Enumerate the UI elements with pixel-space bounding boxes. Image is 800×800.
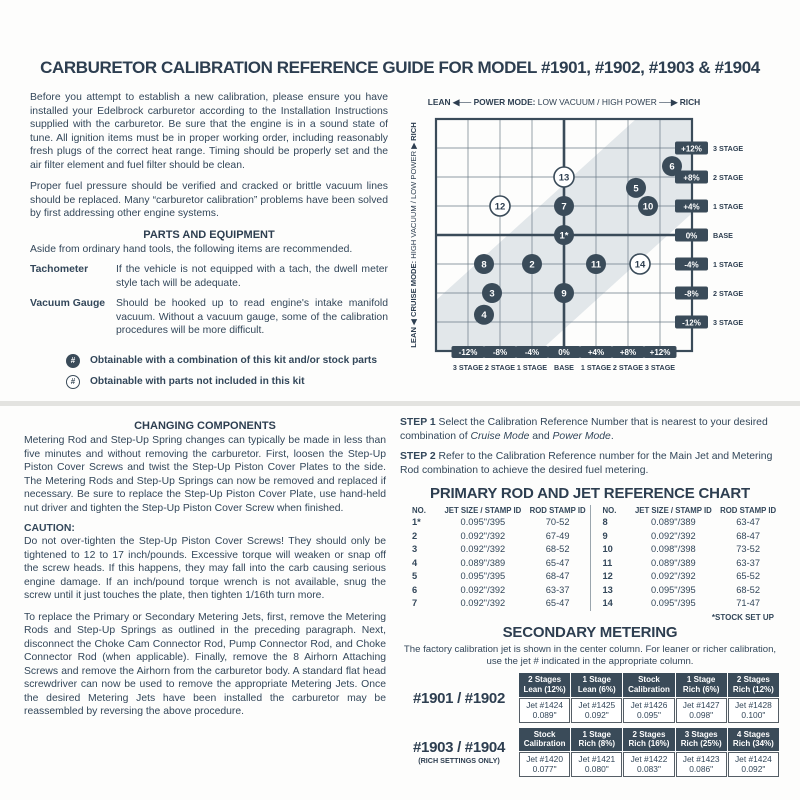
svg-text:2 STAGE: 2 STAGE bbox=[612, 363, 644, 372]
table-row bbox=[400, 597, 780, 610]
jet-value-cell: Jet #1428 0.100" bbox=[728, 698, 779, 723]
svg-text:11: 11 bbox=[590, 259, 602, 271]
jet-size-cell: 0.092"/392 bbox=[460, 598, 506, 609]
svg-text:3 STAGE: 3 STAGE bbox=[452, 363, 484, 372]
rod-stamp-cell: 68-52 bbox=[736, 584, 761, 595]
column-header: NO. bbox=[590, 505, 631, 516]
ref-number-cell: 7 bbox=[412, 598, 418, 609]
svg-text:-8%: -8% bbox=[684, 289, 699, 299]
svg-text:+4%: +4% bbox=[683, 202, 700, 212]
rod-stamp-cell: 65-52 bbox=[736, 571, 761, 582]
svg-text:-8%: -8% bbox=[492, 348, 508, 358]
ref-number-cell: 12 bbox=[590, 570, 631, 583]
jet-size-cell: 0.092"/392 bbox=[460, 544, 506, 555]
svg-text:0%: 0% bbox=[685, 231, 698, 241]
ref-number-cell: 5 bbox=[412, 571, 418, 582]
vacuum-gauge-term: Vacuum Gauge bbox=[30, 298, 106, 310]
stage-header-cell: 4 Stages Rich (34%) bbox=[728, 728, 779, 751]
svg-text:2 STAGE: 2 STAGE bbox=[713, 288, 744, 298]
ref-number-cell: 10 bbox=[590, 543, 631, 556]
parts-equipment-heading: PARTS AND EQUIPMENT bbox=[143, 228, 275, 241]
svg-text:1*: 1* bbox=[559, 230, 569, 242]
tachometer-term: Tachometer bbox=[30, 264, 89, 276]
table-row bbox=[400, 516, 780, 529]
jet-value-cell: Jet #1423 0.086" bbox=[676, 752, 727, 777]
intro-paragraph-1: Before you attempt to establish a new calibration, please ensure you have installed your Edelbrock carburetor according to the Installation Instructions supplied with the carburetor. Be sure that the engine is in a sound state of tune. All ignition items must be in proper working order, including reasonably fresh plugs of the correct heat range. Timing should be properly set and the air filter element and fuel filter should be clean. bbox=[30, 92, 388, 171]
table-row bbox=[400, 530, 780, 543]
parts-intro: Aside from ordinary hand tools, the following items are recommended. bbox=[30, 243, 353, 255]
jet-size-cell: 0.089"/389 bbox=[651, 557, 696, 568]
filled-number-marker-icon: # bbox=[66, 354, 80, 368]
jet-size-cell: 0.089"/389 bbox=[651, 517, 696, 528]
ref-number-cell: 2 bbox=[412, 530, 418, 541]
vacuum-gauge-desc: Should be hooked up to read engine's intake manifold vacuum. Without a vacuum gauge, some of the calibration procedures will be more difficult. bbox=[116, 298, 388, 337]
jet-value-cell: Jet #1425 0.092" bbox=[571, 698, 622, 723]
svg-text:10: 10 bbox=[642, 201, 654, 213]
jet-size-cell: 0.095"/395 bbox=[651, 584, 696, 595]
legend-item-not-included bbox=[66, 375, 388, 389]
svg-text:-12%: -12% bbox=[682, 318, 701, 328]
svg-text:+8%: +8% bbox=[619, 348, 637, 358]
ref-number-cell: 11 bbox=[590, 557, 631, 570]
svg-text:3 STAGE: 3 STAGE bbox=[713, 317, 744, 327]
ref-number-cell: 6 bbox=[412, 584, 418, 595]
ref-number-cell: 1* bbox=[412, 517, 421, 528]
svg-text:-4%: -4% bbox=[684, 260, 699, 270]
secondary-group bbox=[400, 727, 780, 778]
changing-paragraph-1: Metering Rod and Step-Up Spring changes can typically be made in less than five minutes and without removing the carburetor. First, loosen the Step-Up Piston Cover Screws and twist the Step-Up Piston Cover Plates to the side. The Metering Rods and Step-Up Springs can now be removed and replaced if necessary. Be sure to replace the Step-Up Piston Cover Plate, use hand-held nut driver and tighten the Step-Up Piston Cover Screw when finished. bbox=[24, 435, 386, 514]
tachometer-desc: If the vehicle is not equipped with a tach, the dwell meter style tach will be adequate. bbox=[116, 264, 388, 289]
column-header: NO. bbox=[412, 505, 426, 515]
ref-number-cell: 14 bbox=[590, 597, 631, 610]
table-row bbox=[400, 570, 780, 583]
svg-text:6: 6 bbox=[669, 161, 675, 173]
svg-text:2 STAGE: 2 STAGE bbox=[713, 172, 744, 182]
svg-text:2 STAGE: 2 STAGE bbox=[484, 363, 516, 372]
caution-label: CAUTION: bbox=[24, 523, 75, 535]
svg-text:+12%: +12% bbox=[649, 348, 671, 358]
svg-text:0%: 0% bbox=[558, 348, 570, 358]
open-number-marker-icon: # bbox=[66, 375, 80, 389]
calibration-reference-chart bbox=[404, 93, 772, 393]
rod-stamp-cell: 70-52 bbox=[545, 517, 570, 528]
svg-text:-12%: -12% bbox=[458, 348, 478, 358]
ref-number-cell: 8 bbox=[590, 516, 631, 529]
secondary-group bbox=[400, 672, 780, 723]
stage-header-cell: 2 Stages Lean (12%) bbox=[519, 673, 570, 696]
cruise-mode-axis-label: LEAN ◀ CRUISE MODE: HIGH VACUUM / LOW POWER ▶ RICH bbox=[409, 122, 418, 348]
table-row bbox=[400, 543, 780, 556]
power-axis-ticks bbox=[452, 346, 677, 372]
jet-size-cell: 0.095"/395 bbox=[460, 517, 506, 528]
jet-size-cell: 0.095"/395 bbox=[651, 598, 696, 609]
legend-text: Obtainable with a combination of this kit and/or stock parts bbox=[90, 355, 377, 367]
jet-value-cell: Jet #1420 0.077" bbox=[519, 752, 570, 777]
column-header: JET SIZE / STAMP ID bbox=[634, 505, 712, 515]
secondary-jet-table bbox=[518, 727, 780, 778]
jet-size-cell: 0.092"/392 bbox=[460, 530, 506, 541]
table-row bbox=[400, 584, 780, 597]
primary-rod-jet-table bbox=[400, 505, 780, 611]
section-divider bbox=[0, 401, 800, 406]
rod-stamp-cell: 63-37 bbox=[736, 557, 761, 568]
ref-number-cell: 4 bbox=[412, 557, 418, 568]
jet-value-cell: Jet #1422 0.083" bbox=[623, 752, 674, 777]
intro-paragraph-2: Proper fuel pressure should be verified and cracked or brittle vacuum lines should be replaced. Many “carburetor calibration” problems have been solved by first addressing other engine systems. bbox=[30, 181, 388, 220]
svg-text:9: 9 bbox=[561, 288, 567, 300]
secondary-metering-tables bbox=[400, 672, 780, 777]
reference-chart-column bbox=[394, 416, 780, 781]
model-label: #1901 / #1902 bbox=[412, 689, 506, 707]
jet-value-cell: Jet #1424 0.089" bbox=[519, 698, 570, 723]
jet-value-cell: Jet #1426 0.095" bbox=[623, 698, 674, 723]
column-header: JET SIZE / STAMP ID bbox=[444, 505, 522, 515]
svg-text:+12%: +12% bbox=[681, 144, 702, 154]
stock-setup-footnote: *STOCK SET UP bbox=[711, 612, 774, 622]
stage-header-cell: 2 Stages Rich (12%) bbox=[728, 673, 779, 696]
secondary-jet-table bbox=[518, 672, 780, 723]
chart-column bbox=[396, 91, 780, 393]
svg-text:1 STAGE: 1 STAGE bbox=[713, 259, 744, 269]
rod-stamp-cell: 68-47 bbox=[736, 530, 761, 541]
svg-text:1 STAGE: 1 STAGE bbox=[516, 363, 548, 372]
svg-text:3 STAGE: 3 STAGE bbox=[713, 143, 744, 153]
svg-text:1 STAGE: 1 STAGE bbox=[580, 363, 612, 372]
stage-header-cell: 1 Stage Rich (8%) bbox=[571, 728, 622, 751]
power-mode-axis-label: LEAN ◀── POWER MODE: LOW VACUUM / HIGH POWER ──▶ RICH bbox=[427, 97, 701, 107]
legend-item-kit-parts bbox=[66, 354, 388, 368]
tachometer-item bbox=[30, 263, 388, 290]
top-section bbox=[20, 91, 780, 393]
rod-stamp-cell: 67-49 bbox=[545, 530, 570, 541]
stage-header-cell: 3 Stages Rich (25%) bbox=[676, 728, 727, 751]
step-2: STEP 2 Refer to the Calibration Reference number for the Main Jet and Metering Rod combination to achieve the desired fuel metering. bbox=[400, 451, 773, 477]
rod-stamp-cell: 63-47 bbox=[736, 517, 761, 528]
svg-text:7: 7 bbox=[561, 201, 567, 213]
step-1: STEP 1 Select the Calibration Reference Number that is nearest to your desired combination of Cruise Mode and Power Mode. bbox=[400, 417, 768, 442]
page-title: CARBURETOR CALIBRATION REFERENCE GUIDE FOR MODEL #1901, #1902, #1903 & #1904 bbox=[40, 58, 760, 77]
svg-text:3 STAGE: 3 STAGE bbox=[644, 363, 676, 372]
rod-stamp-cell: 73-52 bbox=[736, 544, 761, 555]
changing-components-column bbox=[20, 416, 386, 781]
model-label: #1903 / #1904 (RICH SETTINGS ONLY) bbox=[412, 739, 506, 766]
ref-number-cell: 9 bbox=[590, 530, 631, 543]
rod-stamp-cell: 68-52 bbox=[545, 544, 570, 555]
jet-size-cell: 0.089"/389 bbox=[460, 557, 506, 568]
svg-text:+4%: +4% bbox=[587, 348, 605, 358]
stage-header-cell: 1 Stage Lean (6%) bbox=[571, 673, 622, 696]
jet-size-cell: 0.095"/395 bbox=[460, 571, 506, 582]
vacuum-gauge-item bbox=[30, 297, 388, 338]
svg-text:14: 14 bbox=[634, 259, 646, 271]
column-header: ROD STAMP ID bbox=[529, 505, 586, 515]
svg-text:3: 3 bbox=[489, 288, 495, 300]
jet-size-cell: 0.098"/398 bbox=[651, 544, 696, 555]
svg-text:BASE: BASE bbox=[554, 363, 574, 372]
svg-text:-4%: -4% bbox=[524, 348, 540, 358]
jet-size-cell: 0.092"/392 bbox=[651, 530, 696, 541]
jet-size-cell: 0.092"/392 bbox=[460, 584, 506, 595]
jet-value-cell: Jet #1427 0.098" bbox=[676, 698, 727, 723]
rod-stamp-cell: 65-47 bbox=[545, 557, 570, 568]
changing-components-heading: CHANGING COMPONENTS bbox=[134, 420, 276, 432]
caution-paragraph: Do not over-tighten the Step-Up Piston Cover Screws! They should only be tightened to 12 to 17 inch/pounds. Excessive torque will weaken or snap off the screw heads. If this happens, they may fall into the carb causing serious engine damage. If an inch/pound torque wrench is not available, snug the screw until it just touches the plate, then tighten 1/16th turn more. bbox=[24, 536, 386, 602]
svg-text:13: 13 bbox=[558, 172, 570, 184]
legend-text: Obtainable with parts not included in this kit bbox=[90, 376, 305, 388]
svg-text:+8%: +8% bbox=[683, 173, 700, 183]
bottom-section bbox=[20, 416, 780, 781]
rod-stamp-cell: 65-47 bbox=[545, 598, 570, 609]
svg-text:8: 8 bbox=[481, 259, 487, 271]
table-row bbox=[400, 557, 780, 570]
stage-header-cell: Stock Calibration bbox=[623, 673, 674, 696]
svg-text:12: 12 bbox=[494, 201, 506, 213]
secondary-intro: The factory calibration jet is shown in the center column. For leaner or richer calibration, use the jet # indicated in the appropriate column. bbox=[403, 643, 777, 667]
stage-header-cell: Stock Calibration bbox=[519, 728, 570, 751]
svg-text:2: 2 bbox=[529, 259, 535, 271]
stage-header-cell: 1 Stage Rich (6%) bbox=[676, 673, 727, 696]
rod-stamp-cell: 63-37 bbox=[545, 584, 570, 595]
svg-text:4: 4 bbox=[481, 310, 487, 322]
column-header: ROD STAMP ID bbox=[720, 505, 777, 515]
changing-paragraph-2: To replace the Primary or Secondary Metering Jets, first, remove the Metering Rods and Step-Up Springs as outlined in the preceding paragraph. Next, disconnect the Choke Cam Connector Rod, Pump Connector Rod, and Choke Connector Rod (when applicable). Finally, remove the 8 Airhorn Attaching Screws and remove the Airhorn from the carburetor body. A standard flat head screwdriver can now be used to remove the appropriate Metering Jets. Once the desired Metering Jets have been installed the carburetor may be reassembled by reversing the above procedure. bbox=[24, 611, 386, 718]
primary-chart-heading: PRIMARY ROD AND JET REFERENCE CHART bbox=[430, 484, 750, 502]
secondary-metering-heading: SECONDARY METERING bbox=[502, 623, 678, 641]
stage-header-cell: 2 Stages Rich (16%) bbox=[623, 728, 674, 751]
rod-stamp-cell: 68-47 bbox=[545, 571, 570, 582]
jet-size-cell: 0.092"/392 bbox=[651, 571, 696, 582]
svg-text:5: 5 bbox=[633, 183, 639, 195]
rod-stamp-cell: 71-47 bbox=[736, 598, 761, 609]
intro-column bbox=[20, 91, 388, 393]
jet-value-cell: Jet #1421 0.080" bbox=[571, 752, 622, 777]
svg-text:1 STAGE: 1 STAGE bbox=[713, 201, 744, 211]
svg-text:BASE: BASE bbox=[713, 230, 733, 240]
ref-number-cell: 3 bbox=[412, 544, 418, 555]
ref-number-cell: 13 bbox=[590, 584, 631, 597]
jet-value-cell: Jet #1424 0.092" bbox=[728, 752, 779, 777]
